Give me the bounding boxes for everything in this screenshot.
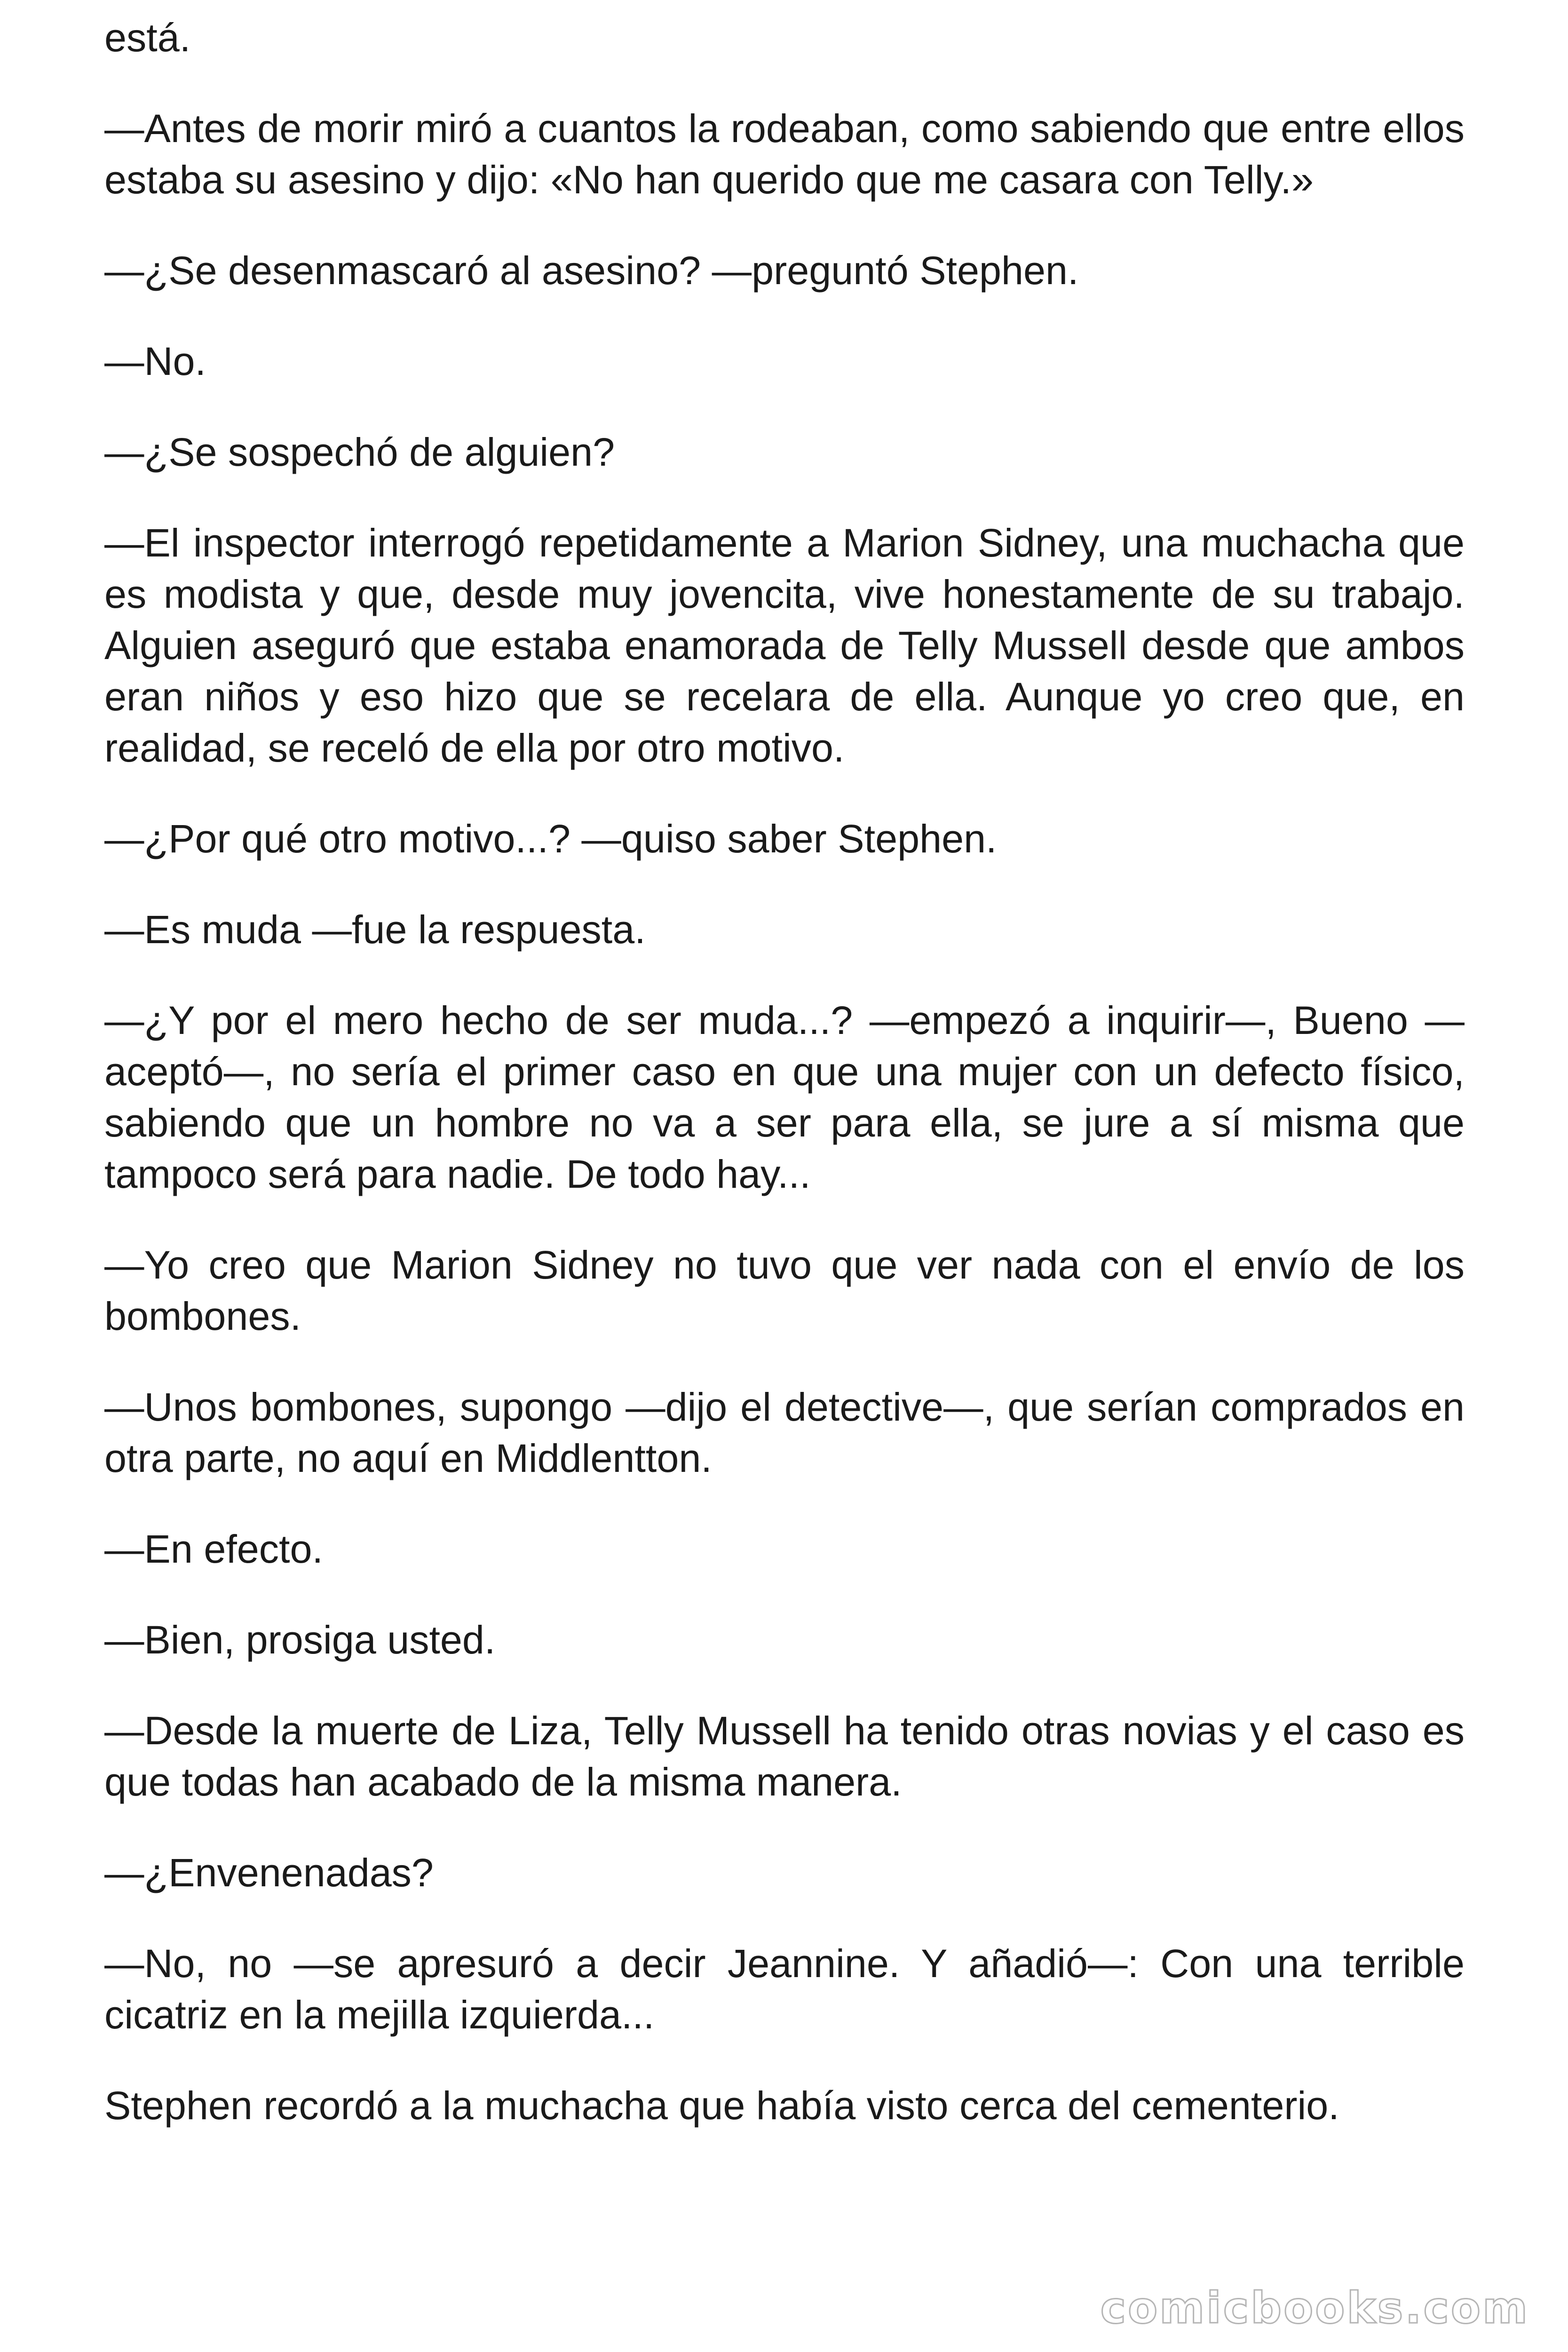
paragraph: —Unos bombones, supongo —dijo el detective—, que serían comprados en otra parte, no aquí en Middlentton. [104,1385,1465,1480]
paragraph: —No, no —se apresuró a decir Jeannine. Y añadió—: Con una terrible cicatriz en la mejilla izquierda... [104,1941,1465,2037]
paragraph: Stephen recordó a la muchacha que había visto cerca del cementerio. [104,2083,1339,2128]
paragraph: —¿Se desenmascaró al asesino? —preguntó Stephen. [104,248,1079,293]
paragraph: —Yo creo que Marion Sidney no tuvo que ver nada con el envío de los bombones. [104,1243,1465,1338]
paragraph: —Desde la muerte de Liza, Telly Mussell ha tenido otras novias y el caso es que todas han acabado de la misma manera. [104,1708,1465,1804]
paragraph: —Bien, prosiga usted. [104,1618,496,1662]
paragraph: —¿Por qué otro motivo...? —quiso saber Stephen. [104,817,997,861]
paragraph: —Antes de morir miró a cuantos la rodeaban, como sabiendo que entre ellos estaba su asesino y dijo: «No han querido que me casara con Telly.» [104,106,1465,202]
paragraph: —¿Se sospechó de alguien? [104,430,615,474]
paragraph: —Es muda —fue la respuesta. [104,907,646,952]
body-text [104,12,1465,2131]
paragraph: —¿Y por el mero hecho de ser muda...? —empezó a inquirir—, Bueno —aceptó—, no sería el primer caso en que una mujer con un defecto físico, sabiendo que un hombre no va a ser para ella, se jure a sí misma que tampoco será para nadie. De todo hay... [104,998,1465,1196]
paragraph: —No. [104,339,206,383]
watermark: comicbooks.com [1100,2283,1529,2333]
paragraph: —¿Envenenadas? [104,1851,434,1895]
paragraph: —El inspector interrogó repetidamente a Marion Sidney, una muchacha que es modista y que, desde muy jovencita, vive honestamente de su trabajo. Alguien aseguró que estaba enamorada de Telly Mussell desde que ambos eran niños y eso hizo que se recelara de ella. Aunque yo creo que, en realidad, se receló de ella por otro motivo. [104,521,1465,770]
paragraph: —En efecto. [104,1527,323,1571]
paragraph: está. [104,16,191,60]
